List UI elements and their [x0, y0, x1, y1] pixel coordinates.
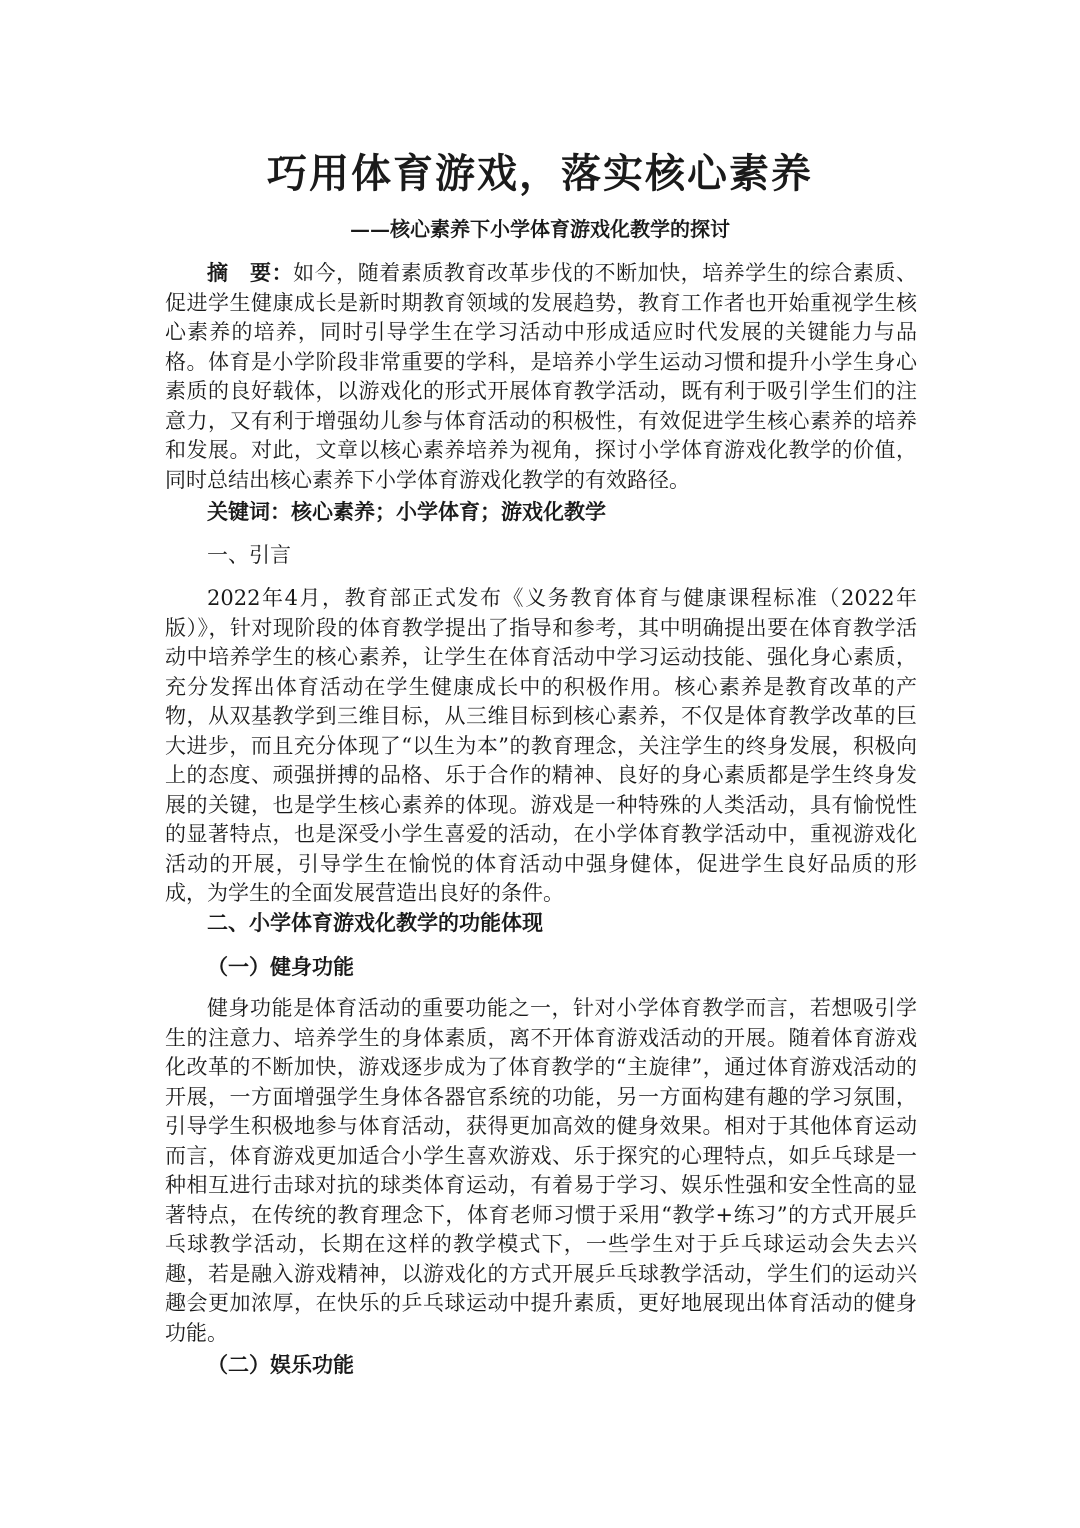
abstract-paragraph	[165, 258, 917, 495]
page-subtitle: ——核心素养下小学体育游戏化教学的探讨	[350, 217, 730, 241]
section2-sub1-paragraph: 健身功能是体育活动的重要功能之一，针对小学体育教学而言，若想吸引学生的注意力、培养学生的身体素质，离不开体育游戏活动的开展。随着体育游戏化改革的不断加快，游戏逐步成为了体育教学的“主旋律”，通过体育游戏活动的开展，一方面增强学生身体各器官系统的功能，另一方面构建有趣的学习氛围，引导学生积极地参与体育活动，获得更加高效的健身效果。相对于其他体育运动而言，体育游戏更加适合小学生喜欢游戏、乐于探究的心理特点，如乒乓球是一种相互进行击球对抗的球类体育运动，有着易于学习、娱乐性强和安全性高的显著特点，在传统的教育理念下，体育老师习惯于采用“教学+练习”的方式开展乒乓球教学活动，长期在这样的教学模式下，一些学生对于乒乓球运动会失去兴趣，若是融入游戏精神，以游戏化的方式开展乒乓球教学活动，学生们的运动兴趣会更加浓厚，在快乐的乒乓球运动中提升素质，更好地展现出体育活动的健身功能。	[165, 996, 917, 1345]
section2-sub1-heading: （一）健身功能	[207, 954, 354, 979]
page-title: 巧用体育游戏，落实核心素养	[267, 150, 813, 197]
abstract-label: 摘 要：	[207, 260, 294, 285]
section1-heading: 一、引言	[207, 543, 291, 567]
section1-paragraph: 2022年4月，教育部正式发布《义务教育体育与健康课程标准（2022年版）》，针对现阶段的体育教学提出了指导和参考，其中明确提出要在体育教学活动中培养学生的核心素养，让学生在体育活动中学习运动技能、强化身心素质，充分发挥出体育活动在学生健康成长中的积极作用。核心素养是教育改革的产物，从双基教学到三维目标，从三维目标到核心素养，不仅是体育教学改革的巨大进步，而且充分体现了“以生为本”的教育理念，关注学生的终身发展，积极向上的态度、顽强拼搏的品格、乐于合作的精神、良好的身心素质都是学生终身发展的关键，也是学生核心素养的体现。游戏是一种特殊的人类活动，具有愉悦性的显著特点，也是深受小学生喜爱的活动，在小学体育教学活动中，重视游戏化活动的开展，引导学生在愉悦的体育活动中强身健体，促进学生良好品质的形成，为学生的全面发展营造出良好的条件。	[165, 586, 917, 905]
abstract-text: 如今，随着素质教育改革步伐的不断加快，培养学生的综合素质、促进学生健康成长是新时期教育领域的发展趋势，教育工作者也开始重视学生核心素养的培养，同时引导学生在学习活动中形成适应时代发展的关键能力与品格。体育是小学阶段非常重要的学科，是培养小学生运动习惯和提升小学生身心素质的良好载体，以游戏化的形式开展体育教学活动，既有利于吸引学生们的注意力，又有利于增强幼儿参与体育活动的积极性，有效促进学生核心素养的培养和发展。对此，文章以核心素养培养为视角，探讨小学体育游戏化教学的价值，同时总结出核心素养下小学体育游戏化教学的有效路径。	[165, 261, 917, 492]
section2-sub2-heading: （二）娱乐功能	[207, 1352, 354, 1377]
keywords-line: 关键词：核心素养；小学体育；游戏化教学	[207, 499, 606, 524]
section2-heading: 二、小学体育游戏化教学的功能体现	[207, 910, 543, 935]
